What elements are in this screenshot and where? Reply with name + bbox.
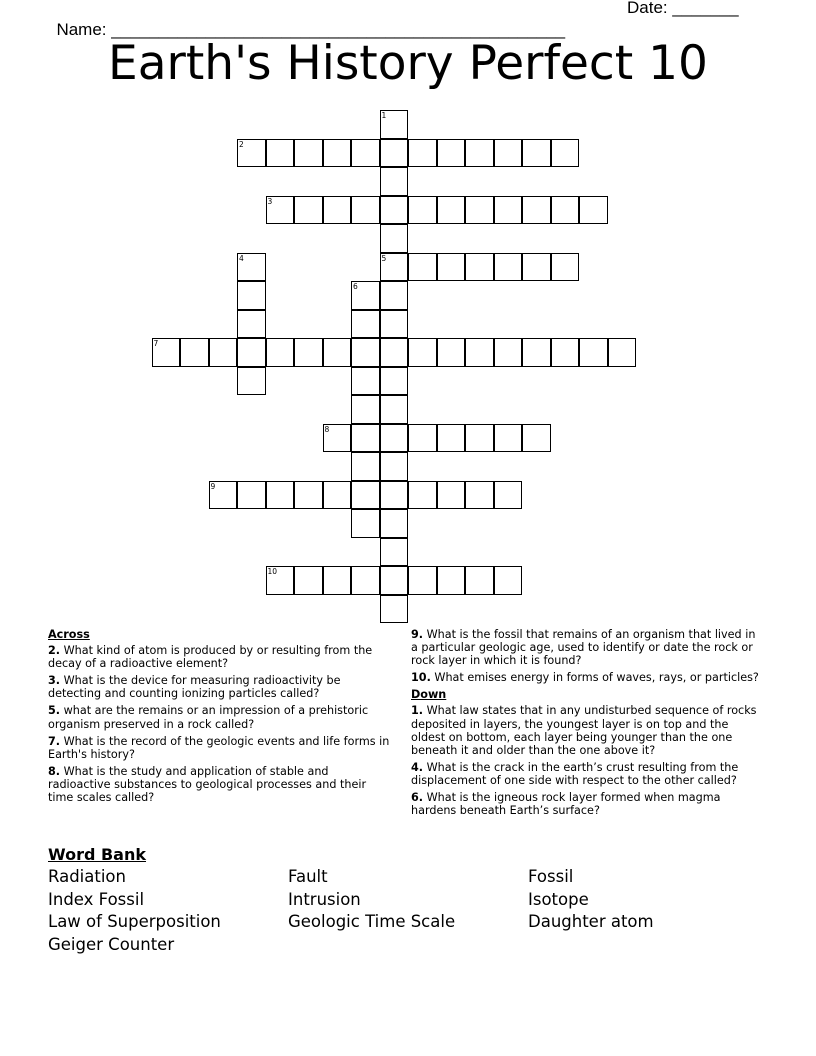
grid-cell[interactable] <box>494 253 523 282</box>
clue-across-8 <box>48 765 393 804</box>
clue-down-4 <box>411 761 761 787</box>
grid-cell[interactable] <box>351 509 380 538</box>
grid-cell[interactable] <box>380 310 409 339</box>
clue-number: 10. <box>411 671 431 685</box>
grid-cell[interactable] <box>380 509 409 538</box>
clue-across-9 <box>411 628 761 667</box>
cell-number: 5 <box>381 253 387 263</box>
grid-cell[interactable] <box>351 196 380 225</box>
cell-number: 1 <box>381 111 387 120</box>
grid-cell[interactable] <box>437 338 466 367</box>
grid-cell[interactable] <box>494 139 523 168</box>
grid-cell[interactable] <box>437 481 466 510</box>
grid-cell[interactable] <box>180 338 209 367</box>
grid-cell[interactable] <box>522 338 551 367</box>
grid-cell[interactable] <box>579 338 608 367</box>
grid-cell[interactable] <box>437 566 466 595</box>
word-bank-item: Geologic Time Scale <box>288 912 456 932</box>
name-field-label: Name: ________________________________________________ <box>56 20 566 39</box>
clue-number: 8. <box>48 764 61 778</box>
date-field-label: Date: _______ <box>627 0 739 17</box>
clue-down-1 <box>411 704 761 756</box>
grid-cell[interactable] <box>380 253 409 282</box>
clue-number: 1. <box>411 704 424 718</box>
grid-cell[interactable] <box>237 367 266 396</box>
grid-cell[interactable] <box>551 139 580 168</box>
cell-number: 9 <box>210 481 216 491</box>
clue-number: 7. <box>48 734 61 748</box>
cell-number: 8 <box>324 424 330 434</box>
grid-cell[interactable] <box>266 338 295 367</box>
grid-cell[interactable] <box>408 424 437 453</box>
grid-cell[interactable] <box>380 367 409 396</box>
grid-cell[interactable] <box>294 481 323 510</box>
grid-cell[interactable] <box>522 196 551 225</box>
grid-cell[interactable] <box>551 196 580 225</box>
grid-cell[interactable] <box>266 196 295 225</box>
grid-cell[interactable] <box>408 196 437 225</box>
grid-cell[interactable] <box>237 310 266 339</box>
clue-number: 9. <box>411 628 424 641</box>
word-bank-item: Radiation <box>48 867 126 886</box>
grid-cell[interactable] <box>323 338 352 367</box>
clue-text: What law states that in any undisturbed sequence of rocks deposited in layers, the youngest layer is on top and the oldest on bottom, each layer being younger than the one beneath it and older than the one above it? <box>411 704 757 757</box>
grid-cell[interactable] <box>437 253 466 282</box>
grid-cell[interactable] <box>209 481 238 510</box>
grid-cell[interactable] <box>351 424 380 453</box>
clue-across-2 <box>48 644 393 670</box>
clue-text: What is the fossil that remains of an organism that lived in a particular geologic age, used to identify or date the rock or rock layer in which it is found? <box>411 628 756 668</box>
word-bank-item: Law of Superposition <box>48 912 221 932</box>
cell-number: 7 <box>153 339 159 348</box>
grid-cell[interactable] <box>522 139 551 168</box>
grid-cell[interactable] <box>351 281 380 310</box>
grid-cell[interactable] <box>351 452 380 481</box>
grid-cell[interactable] <box>465 481 494 510</box>
grid-cell[interactable] <box>465 566 494 595</box>
grid-cell[interactable] <box>380 338 409 367</box>
clue-across-3 <box>48 674 393 700</box>
grid-cell[interactable] <box>380 167 409 196</box>
grid-cell[interactable] <box>266 481 295 510</box>
grid-cell[interactable] <box>494 424 523 453</box>
word-bank <box>48 866 768 956</box>
grid-cell[interactable] <box>323 424 352 453</box>
word-bank-item: Fossil <box>528 867 574 886</box>
grid-cell[interactable] <box>608 338 637 367</box>
across-heading: Across <box>48 628 90 641</box>
grid-cell[interactable] <box>323 566 352 595</box>
grid-cell[interactable] <box>380 481 409 510</box>
grid-cell[interactable] <box>465 424 494 453</box>
cell-number: 6 <box>353 282 358 291</box>
grid-cell[interactable] <box>323 139 352 168</box>
grid-cell[interactable] <box>494 196 523 225</box>
grid-cell[interactable] <box>351 367 380 396</box>
grid-cell[interactable] <box>494 338 523 367</box>
clue-number: 2. <box>48 644 61 658</box>
clue-text: What is the igneous rock layer formed when magma hardens beneath Earth’s surface? <box>411 791 721 818</box>
grid-cell[interactable] <box>237 281 266 310</box>
word-bank-item: Index Fossil <box>48 889 145 909</box>
grid-cell[interactable] <box>237 139 266 168</box>
grid-cell[interactable] <box>408 253 437 282</box>
grid-cell[interactable] <box>408 139 437 168</box>
grid-cell[interactable] <box>351 395 380 424</box>
grid-cell[interactable] <box>266 566 295 595</box>
grid-cell[interactable] <box>351 481 380 510</box>
word-bank-title: Word Bank <box>48 845 147 864</box>
clue-down-6 <box>411 791 761 817</box>
grid-cell[interactable] <box>294 196 323 225</box>
clue-text: what are the remains or an impression of a prehistoric organism preserved in a rock called? <box>48 704 369 731</box>
cell-number: 3 <box>267 196 273 206</box>
grid-cell[interactable] <box>465 253 494 282</box>
grid-cell[interactable] <box>437 139 466 168</box>
clues-left-column <box>48 628 393 808</box>
grid-cell[interactable] <box>209 338 238 367</box>
grid-cell[interactable] <box>551 338 580 367</box>
grid-cell[interactable] <box>380 139 409 168</box>
grid-cell[interactable] <box>408 338 437 367</box>
grid-cell[interactable] <box>323 196 352 225</box>
clue-text: What emises energy in forms of waves, rays, or particles? <box>430 671 759 685</box>
grid-cell[interactable] <box>380 566 409 595</box>
grid-cell[interactable] <box>522 253 551 282</box>
clue-across-5 <box>48 704 393 730</box>
grid-cell[interactable] <box>522 424 551 453</box>
grid-cell[interactable] <box>351 338 380 367</box>
grid-cell[interactable] <box>408 566 437 595</box>
grid-cell[interactable] <box>380 424 409 453</box>
grid-cell[interactable] <box>237 338 266 367</box>
grid-cell[interactable] <box>351 310 380 339</box>
grid-cell[interactable] <box>494 481 523 510</box>
grid-cell[interactable] <box>380 538 409 567</box>
grid-cell[interactable] <box>465 338 494 367</box>
grid-cell[interactable] <box>237 481 266 510</box>
word-bank-item: Intrusion <box>288 889 361 909</box>
grid-cell[interactable] <box>380 110 409 139</box>
down-heading: Down <box>411 688 447 702</box>
clue-text: What is the device for measuring radioactivity be detecting and counting ionizing particles called? <box>48 674 341 701</box>
grid-cell[interactable] <box>294 566 323 595</box>
grid-cell[interactable] <box>465 139 494 168</box>
page-title: Earth's History Perfect 10 <box>108 36 708 91</box>
grid-cell[interactable] <box>380 224 409 253</box>
clue-number: 3. <box>48 674 61 688</box>
grid-cell[interactable] <box>380 395 409 424</box>
clue-text: What is the record of the geologic events and life forms in Earth's history? <box>48 734 390 761</box>
grid-cell[interactable] <box>294 338 323 367</box>
grid-cell[interactable] <box>266 139 295 168</box>
grid-cell[interactable] <box>551 253 580 282</box>
word-bank-item: Geiger Counter <box>48 934 175 954</box>
grid-cell[interactable] <box>494 566 523 595</box>
word-bank-item: Isotope <box>528 889 589 909</box>
grid-cell[interactable] <box>294 139 323 168</box>
cell-number: 10 <box>267 567 278 576</box>
clues-right-column <box>411 628 761 821</box>
grid-cell[interactable] <box>437 424 466 453</box>
grid-cell[interactable] <box>351 139 380 168</box>
grid-cell[interactable] <box>380 281 409 310</box>
grid-cell[interactable] <box>380 595 409 624</box>
clue-across-7 <box>48 735 393 761</box>
grid-cell[interactable] <box>437 196 466 225</box>
grid-cell[interactable] <box>465 196 494 225</box>
grid-cell[interactable] <box>237 253 266 282</box>
word-bank-item: Fault <box>288 867 328 886</box>
cell-number: 4 <box>239 253 244 263</box>
clue-text: What kind of atom is produced by or resulting from the decay of a radioactive element? <box>48 644 373 671</box>
grid-cell[interactable] <box>323 481 352 510</box>
clue-across-10 <box>411 671 761 684</box>
grid-cell[interactable] <box>351 566 380 595</box>
grid-cell[interactable] <box>152 338 181 367</box>
clue-number: 6. <box>411 791 424 805</box>
clue-number: 5. <box>48 704 61 718</box>
cell-number: 2 <box>239 139 244 149</box>
grid-cell[interactable] <box>408 481 437 510</box>
grid-cell[interactable] <box>380 196 409 225</box>
clue-text: What is the crack in the earth’s crust resulting from the displacement of one side with respect to the other called? <box>411 760 739 787</box>
clue-number: 4. <box>411 760 424 774</box>
grid-cell[interactable] <box>380 452 409 481</box>
word-bank-item: Daughter atom <box>528 912 654 932</box>
grid-cell[interactable] <box>579 196 608 225</box>
clue-text: What is the study and application of stable and radioactive substances to geological processes and their time scales called? <box>48 764 367 805</box>
